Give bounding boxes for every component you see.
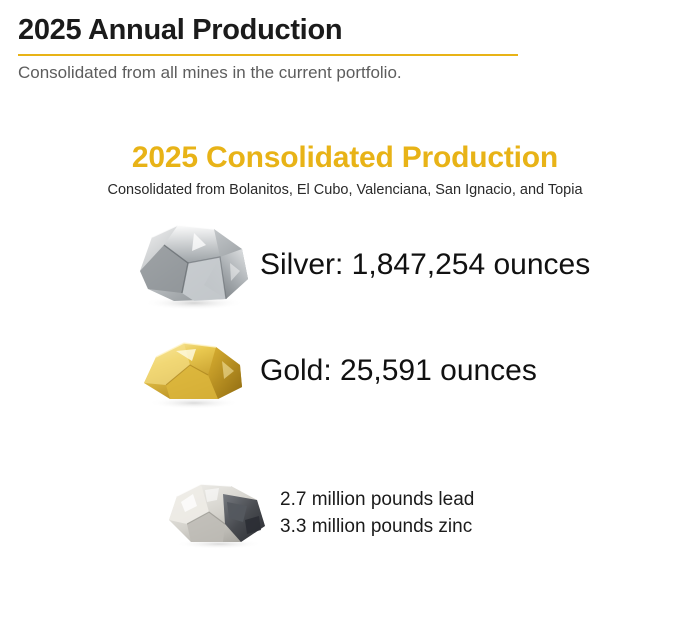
gold-production-label: Gold: 25,591 ounces bbox=[260, 353, 537, 387]
lead-zinc-ore-icon bbox=[161, 476, 277, 550]
silver-production-label: Silver: 1,847,254 ounces bbox=[260, 247, 591, 281]
zinc-production-label: 3.3 million pounds zinc bbox=[280, 516, 473, 538]
card-subtitle: Consolidated from Bolanitos, El Cubo, Valenciana, San Ignacio, and Topia bbox=[107, 182, 583, 199]
gold-nugget-figure bbox=[128, 331, 260, 411]
page-title: 2025 Annual Production bbox=[18, 14, 343, 46]
page-subtitle: Consolidated from all mines in the current portfolio. bbox=[18, 63, 402, 83]
production-card bbox=[0, 141, 690, 554]
metal-row-gold bbox=[128, 323, 672, 419]
lead-zinc-ore-figure bbox=[158, 476, 280, 550]
title-divider bbox=[18, 54, 518, 56]
lead-production-label: 2.7 million pounds lead bbox=[280, 488, 475, 510]
silver-nugget-icon bbox=[130, 219, 258, 311]
page-header bbox=[0, 0, 690, 85]
metal-row-silver bbox=[128, 217, 672, 313]
silver-nugget-figure bbox=[128, 219, 260, 311]
gold-nugget-icon bbox=[130, 331, 258, 411]
byproduct-values bbox=[280, 486, 474, 541]
metal-row-byproducts bbox=[158, 473, 672, 553]
card-title: 2025 Consolidated Production bbox=[131, 140, 559, 174]
